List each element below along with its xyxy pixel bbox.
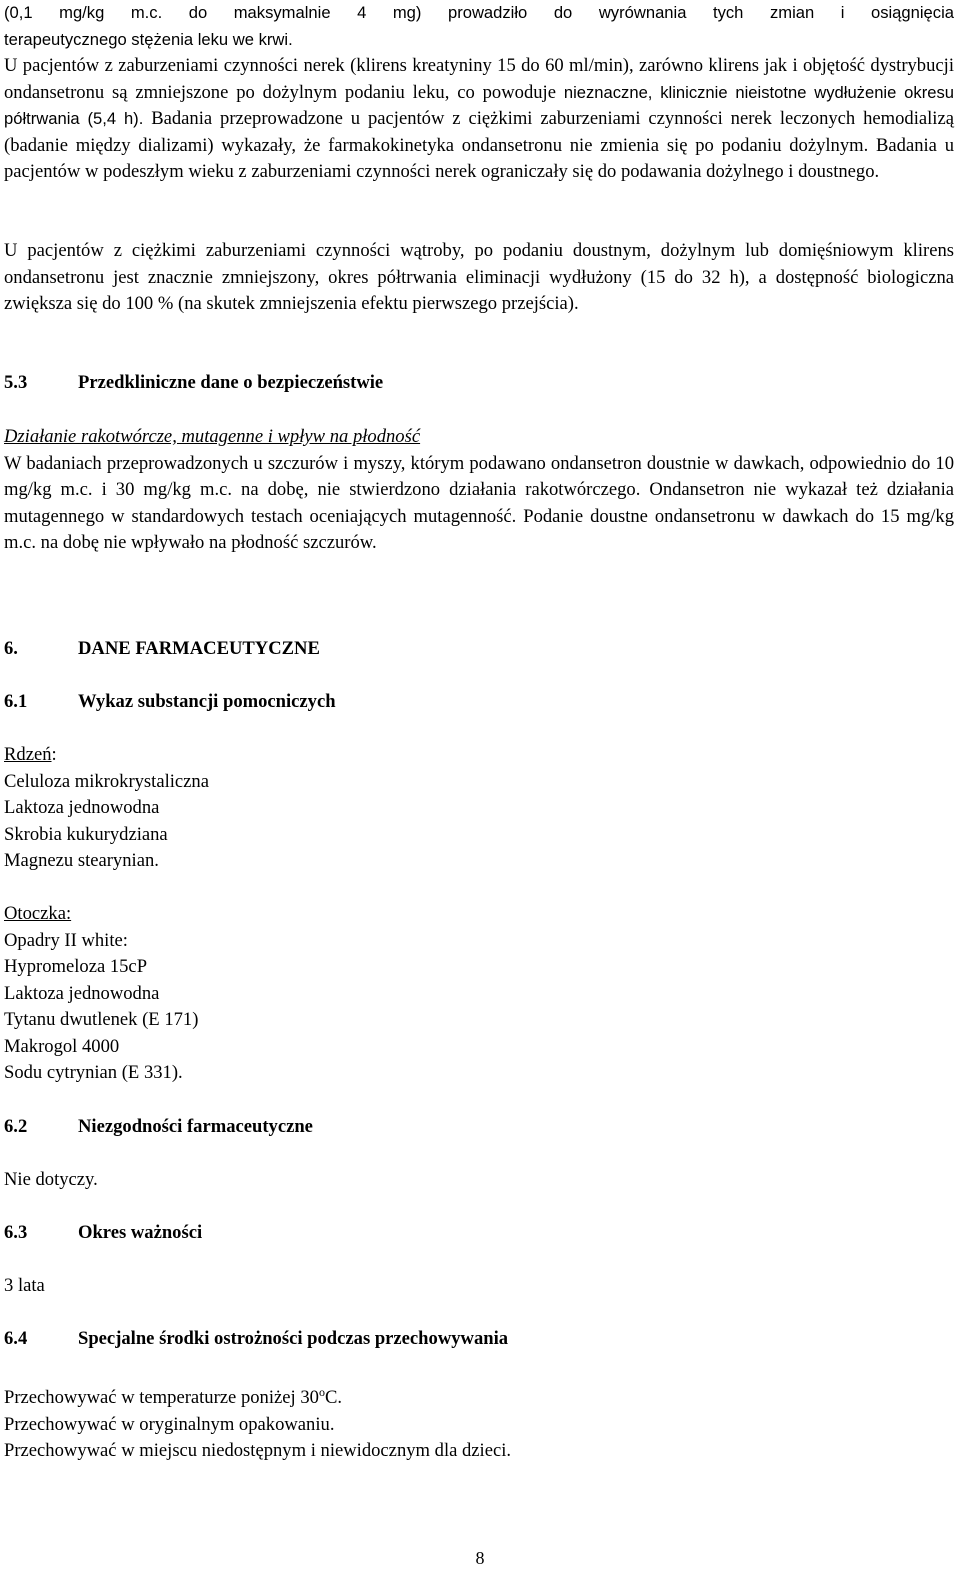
section-6-3-heading: [4, 1220, 202, 1247]
section-5-3-heading: [4, 370, 383, 397]
section-6-2-title: Niezgodności farmaceutyczne: [78, 1116, 313, 1137]
renal-text-part-2: nieznaczne, klinicznie nieistotne wydłużenie okresu półtrwania (5,4 h).: [4, 82, 954, 128]
section-6-1-title: Wykaz substancji pomocniczych: [78, 691, 336, 712]
section-6-title: DANE FARMACEUTYCZNE: [78, 638, 320, 659]
renal-text-part-1: U pacjentów z zaburzeniami czynności nerek (klirens kreatyniny 15 do 60 ml/min), zarówno klirens jak i objętość dystrybucji ondansetronu są zmniejszone po dożylnym podaniu leku, co powoduje: [4, 55, 954, 103]
core-label-colon: :: [51, 744, 57, 765]
continuation-line-1: (0,1 mg/kg m.c. do maksymalnie 4 mg) prowadziło do wyrównania tych zmian i osiągnięcia: [4, 3, 954, 22]
section-6-heading: [4, 636, 320, 663]
section-5-3-body: [4, 424, 954, 557]
section-6-2-number: 6.2: [4, 1116, 28, 1137]
section-5-3-subtitle: Działanie rakotwórcze, mutagenne i wpływ na płodność: [4, 426, 421, 447]
section-6-2-heading: [4, 1114, 313, 1141]
continuation-paragraph: [4, 0, 954, 53]
section-6-3-number: 6.3: [4, 1222, 28, 1243]
hepatic-paragraph: [4, 238, 954, 318]
coating-item: Laktoza jednowodna: [4, 982, 160, 1004]
degree-mark: o: [318, 1385, 325, 1399]
section-5-3-text: W badaniach przeprowadzonych u szczurów i myszy, którym podawano ondansetron doustnie w dawkach, odpowiednio do 10 mg/kg m.c. i 30 mg/kg m.c. na dobę, nie stwierdzono działania rakotwórczego. Ondansetron nie wykazał też działania mutagennego w standardowych testach oceniających mutagenność. Podanie doustne ondansetronu w dawkach do 15 mg/kg m.c. na dobę nie wpływało na płodność szczurów.: [4, 452, 954, 553]
continuation-line-2: terapeutycznego stężenia leku we krwi.: [4, 29, 293, 49]
storage-line-packaging: Przechowywać w oryginalnym opakowaniu.: [4, 1413, 335, 1435]
renal-text: [4, 53, 954, 186]
coating-item: Hypromeloza 15cP: [4, 956, 148, 977]
core-item: Laktoza jednowodna: [4, 797, 160, 818]
core-excipients: [4, 742, 209, 875]
coating-label: Otoczka:: [4, 903, 72, 924]
core-item: Skrobia kukurydziana: [4, 823, 168, 845]
section-6-4-number: 6.4: [4, 1328, 28, 1349]
section-5-3-title: Przedkliniczne dane o bezpieczeństwie: [78, 372, 384, 393]
section-6-number: 6.: [4, 638, 18, 659]
storage-line-children: Przechowywać w miejscu niedostępnym i niewidocznym dla dzieci.: [4, 1440, 512, 1462]
renal-paragraph: [4, 53, 954, 186]
storage-temp-text: Przechowywać w temperaturze poniżej 30: [4, 1387, 319, 1409]
page-number: 8: [475, 1548, 485, 1568]
coating-item: Opadry II white:: [4, 929, 128, 951]
coating-excipients: [4, 901, 198, 1087]
core-item: Magnezu stearynian.: [4, 850, 159, 871]
section-6-1-heading: [4, 689, 336, 716]
storage-line-temperature: [4, 1379, 511, 1412]
section-6-4-heading: [4, 1326, 508, 1353]
storage-temp-unit: C.: [324, 1387, 342, 1409]
hepatic-text: U pacjentów z ciężkimi zaburzeniami czynności wątroby, po podaniu doustnym, dożylnym lub domięśniowym klirens ondansetronu jest znacznie zmniejszony, okres półtrwania eliminacji wydłużony (15 do 32 h), a dostępność biologiczna zwiększa się do 100 % (na skutek zmniejszenia efektu pierwszego przejścia).: [4, 240, 954, 314]
section-5-3-number: 5.3: [4, 372, 28, 393]
renal-text-part-3: Badania przeprowadzone u pacjentów z ciężkimi zaburzeniami czynności nerek leczonych hemodializą (badanie między dializami) wykazały, że farmakokinetyka ondansetronu nie zmienia się po podaniu dożylnym. Badania u pacjentów w podeszłym wieku z zaburzeniami czynności nerek ograniczały się do podawania dożylnego i doustnego.: [4, 108, 954, 182]
section-6-2-text: Nie dotyczy.: [4, 1169, 98, 1190]
section-6-1-number: 6.1: [4, 691, 28, 712]
coating-item: Sodu cytrynian (E 331).: [4, 1062, 183, 1083]
coating-item: Tytanu dwutlenek (E 171): [4, 1009, 199, 1030]
section-6-3-text: 3 lata: [4, 1275, 45, 1296]
section-6-4-title: Specjalne środki ostrożności podczas przechowywania: [78, 1328, 509, 1349]
section-6-3-title: Okres ważności: [78, 1222, 203, 1243]
storage-instructions: [4, 1379, 511, 1465]
core-item: Celuloza mikrokrystaliczna: [4, 770, 209, 792]
core-label: Rdzeń: [4, 744, 52, 765]
coating-item: Makrogol 4000: [4, 1035, 120, 1057]
